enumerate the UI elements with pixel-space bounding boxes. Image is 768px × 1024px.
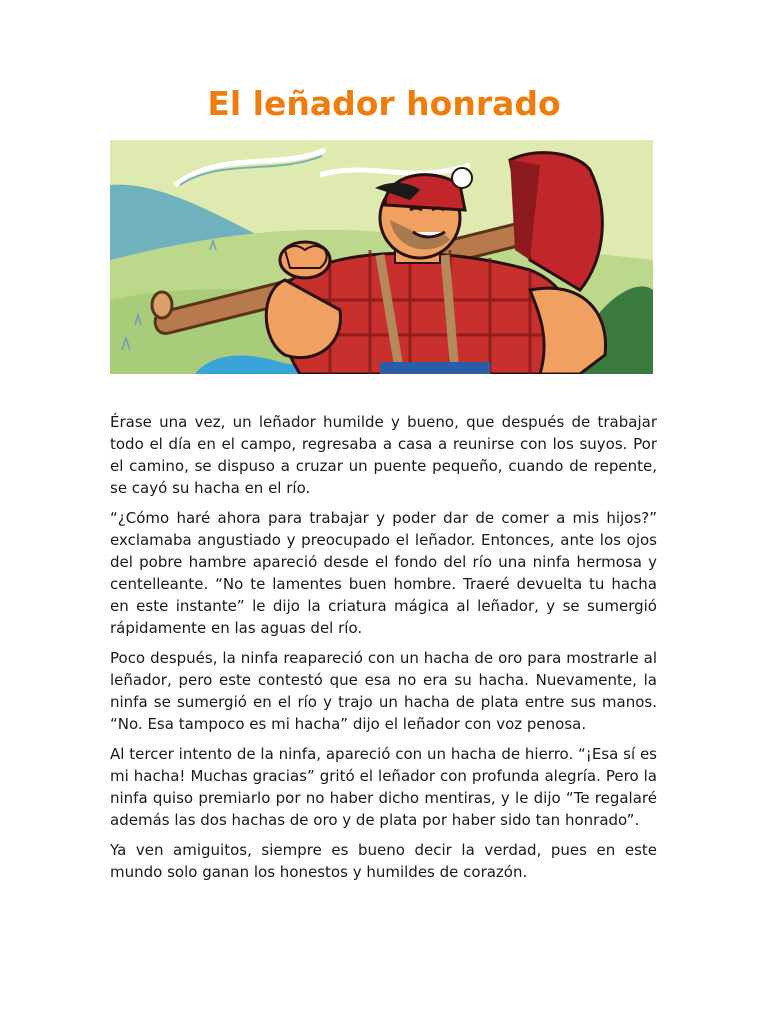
paragraph-2: “¿Cómo haré ahora para trabajar y poder dar de comer a mis hijos?” exclamaba angustiado y preocupado el leñador. Entonces, ante los ojos del pobre hambre apareció desde el fondo del río una ninfa hermosa y centelleante. “No te lamentes buen hombre. Traeré devuelta tu hacha en este instante” le dijo la criatura mágica al leñador, y se sumergió rápidamente en las aguas del río. — [110, 509, 657, 637]
story-body — [110, 411, 657, 891]
paragraph-1: Érase una vez, un leñador humilde y bueno, que después de trabajar todo el día en el campo, regresaba a casa a reunirse con los suyos. Por el camino, se dispuso a cruzar un puente pequeño, cuando de repente, se cayó su hacha en el río. — [110, 413, 657, 497]
paragraph-5: Ya ven amiguitos, siempre es bueno decir la verdad, pues en este mundo solo ganan los honestos y humildes de corazón. — [110, 841, 657, 881]
paragraph-4: Al tercer intento de la ninfa, apareció con un hacha de hierro. “¡Esa sí es mi hacha! Muchas gracias” gritó el leñador con profunda alegría. Pero la ninfa quiso premiarlo por no haber dicho mentiras, y le dijo “Te regalaré además las dos hachas de oro y de plata por haber sido tan honrado”. — [110, 745, 657, 829]
lumberjack-illustration — [110, 140, 653, 374]
paragraph-3: Poco después, la ninfa reapareció con un hacha de oro para mostrarle al leñador, pero este contestó que esa no era su hacha. Nuevamente, la ninfa se sumergió en el río y trajo un hacha de plata entre sus manos. “No. Esa tampoco es mi hacha” dijo el leñador con voz penosa. — [110, 649, 657, 733]
page-title: El leñador honrado — [207, 84, 561, 123]
